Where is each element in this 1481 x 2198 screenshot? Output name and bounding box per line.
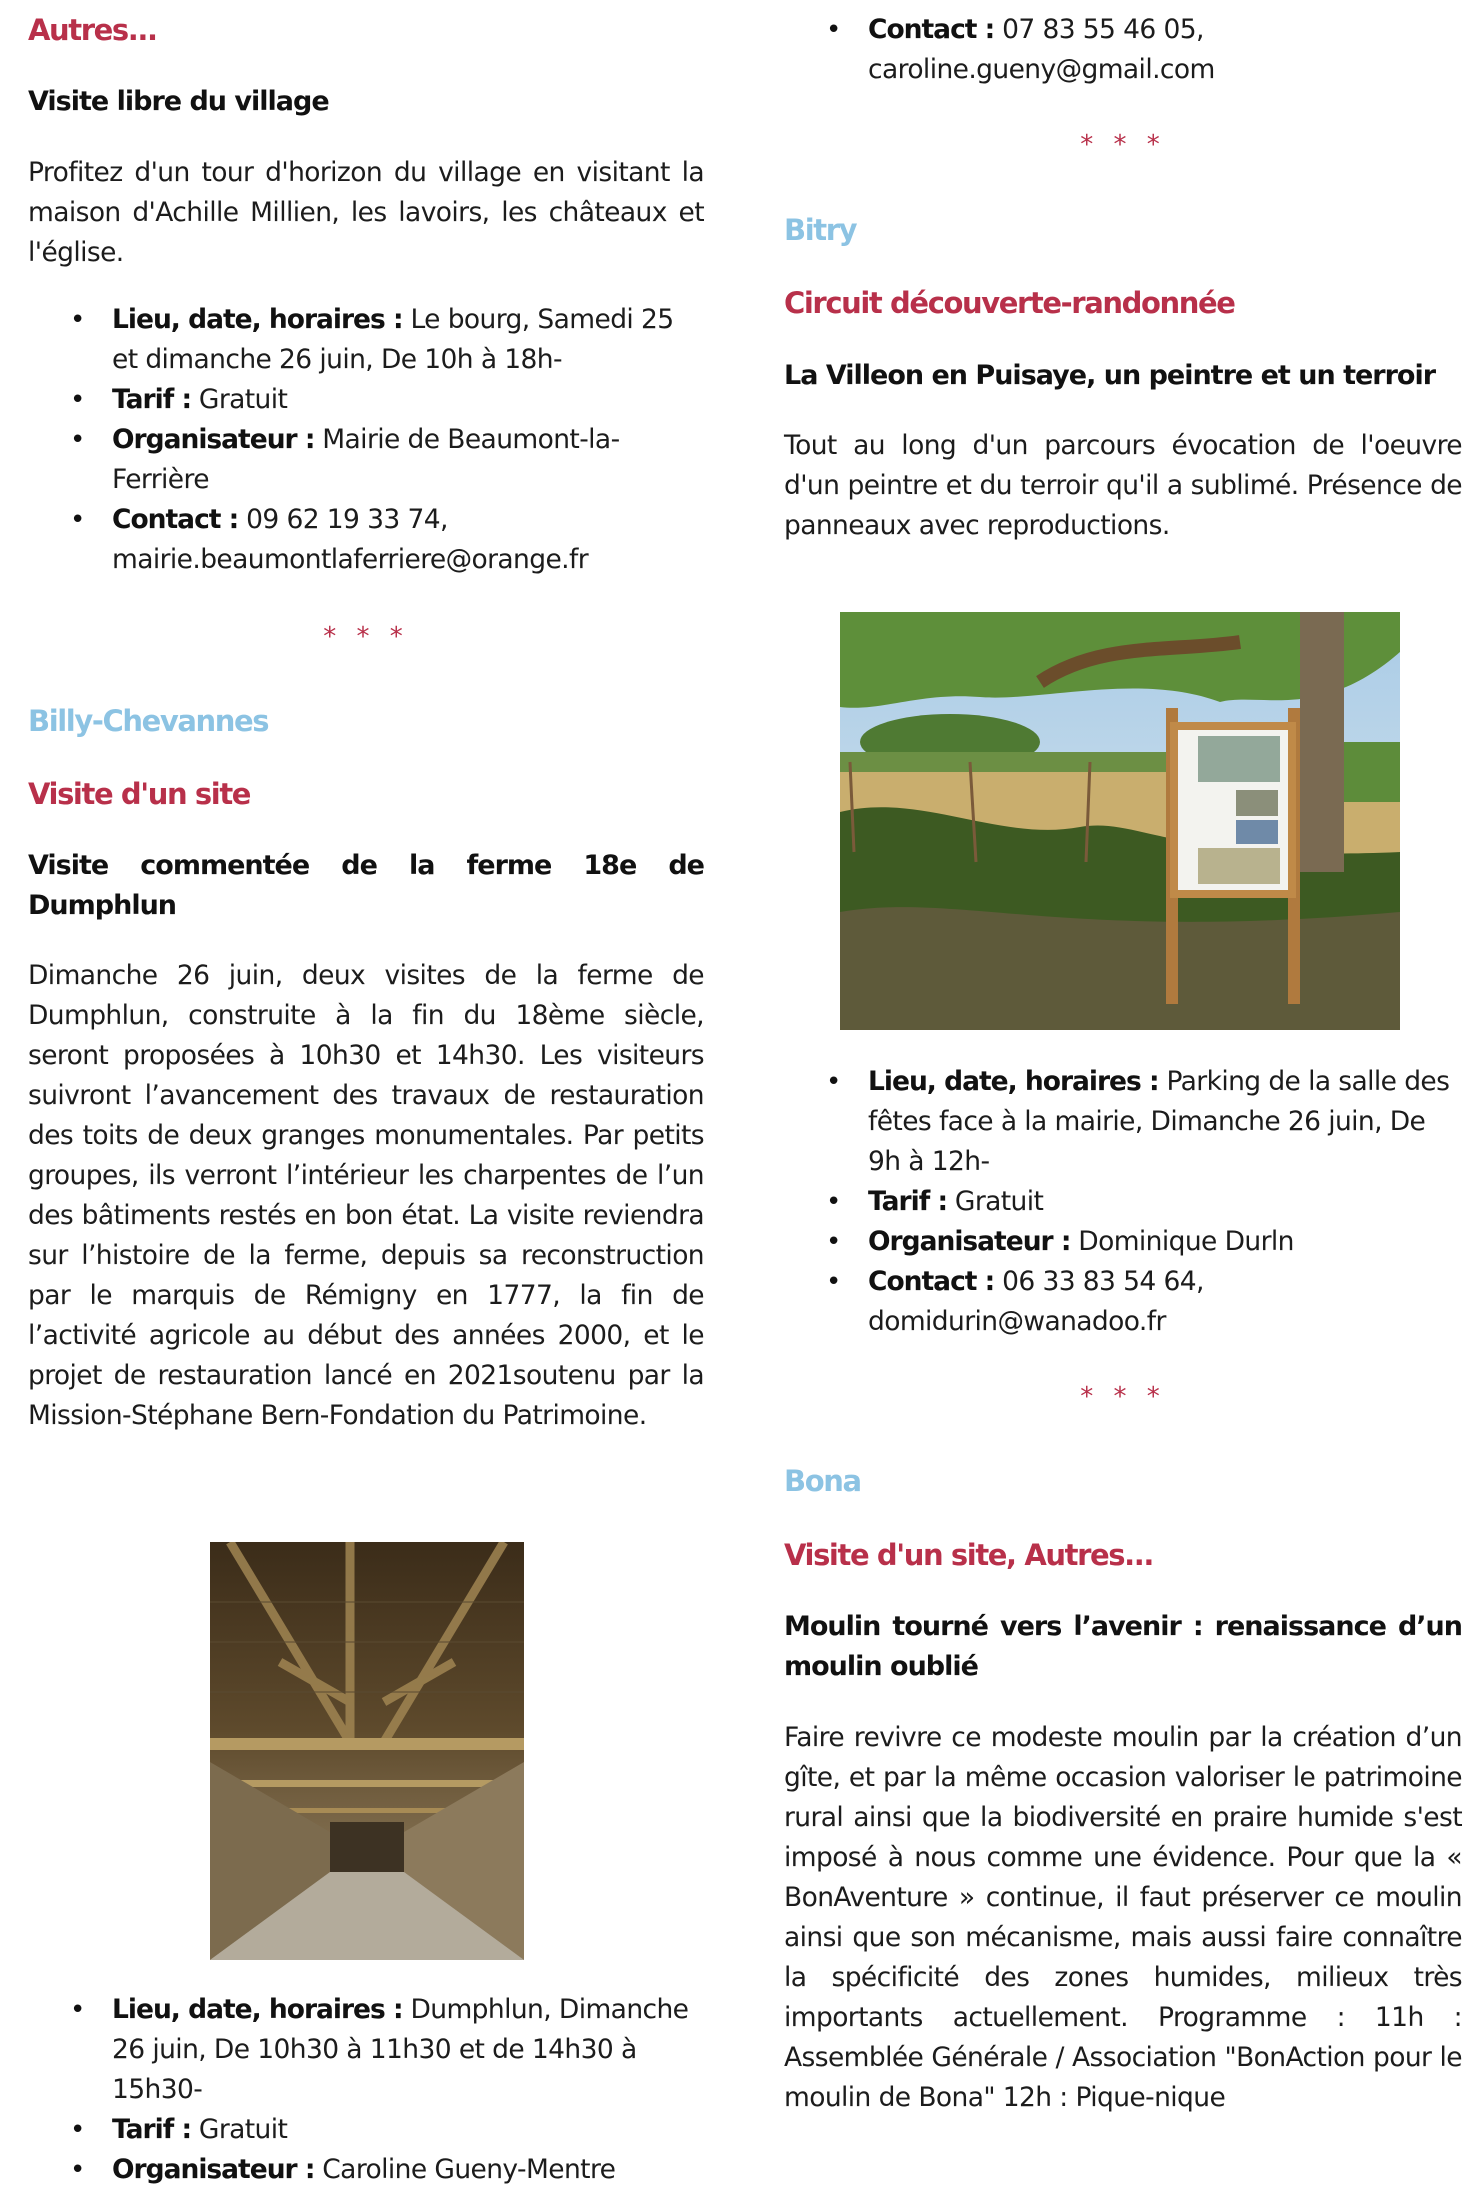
- event-description: Tout au long d'un parcours évocation de l'oeuvre d'un peintre et du terroir qu'il a sublimé. Présence de panneaux avec reproductions.: [784, 430, 1462, 541]
- event-info-list: [784, 10, 1462, 90]
- event-category: Circuit découverte-randonnée: [784, 286, 1235, 320]
- event-title: Visite commentée de la ferme 18e de Dumphlun: [28, 850, 704, 921]
- event-category: Visite d'un site, Autres...: [784, 1538, 1154, 1572]
- bullet-icon: •: [826, 1067, 841, 1097]
- event-title: Visite libre du village: [28, 86, 329, 117]
- info-item-price: • Tarif : Gratuit: [112, 380, 704, 420]
- bullet-icon: •: [826, 15, 841, 45]
- info-item-organizer: • Organisateur : Mairie de Beaumont-la-Ferrière: [112, 420, 704, 500]
- event-category: Autres...: [28, 13, 157, 47]
- trail-panel-photo: [840, 612, 1400, 1030]
- event-category: Visite d'un site: [28, 777, 251, 811]
- event-description: Dimanche 26 juin, deux visites de la ferme de Dumphlun, construite à la fin du 18ème siècle, seront proposées à 10h30 et 14h30. Les visiteurs suivront l’avancement des travaux de restauration des toits de deux granges monumentales. Par petits groupes, ils verront l’intérieur les charpentes de l’un des bâtiments restés en bon état. La visite reviendra sur l’histoire de la ferme, depuis sa reconstruction par le marquis de Rémigny en 1777, la fin de l’activité agricole au début des années 2000, et le projet de restauration lancé en 2021soutenu par la Mission-Stéphane Bern-Fondation du Patrimoine.: [28, 960, 704, 1431]
- event-info-list: [28, 1990, 704, 2190]
- city-heading: Bona: [784, 1464, 861, 1498]
- event-title: La Villeon en Puisaye, un peintre et un terroir: [784, 360, 1436, 391]
- bullet-icon: •: [70, 1995, 85, 2025]
- countryside-panel-image: [840, 612, 1400, 1030]
- info-item-contact: • Contact : 09 62 19 33 74, mairie.beaumontlaferriere@orange.fr: [112, 500, 704, 580]
- bullet-icon: •: [70, 2155, 85, 2185]
- event-description: Profitez d'un tour d'horizon du village en visitant la maison d'Achille Millien, les lavoirs, les châteaux et l'église.: [28, 157, 704, 268]
- event-title: Moulin tourné vers l’avenir : renaissance d’un moulin oublié: [784, 1611, 1462, 1682]
- section-separator: * * *: [1080, 130, 1166, 160]
- info-item-location: • Lieu, date, horaires : Parking de la salle des fêtes face à la mairie, Dimanche 26 juin, De 9h à 12h-: [868, 1062, 1462, 1182]
- city-heading: Bitry: [784, 213, 857, 247]
- bullet-icon: •: [826, 1267, 841, 1297]
- info-item-contact: • Contact : 07 83 55 46 05, caroline.gueny@gmail.com: [868, 10, 1462, 90]
- bullet-icon: •: [70, 505, 85, 535]
- event-info-list: [784, 1062, 1462, 1342]
- info-item-price: • Tarif : Gratuit: [868, 1182, 1462, 1222]
- info-item-contact: • Contact : 06 33 83 54 64, domidurin@wanadoo.fr: [868, 1262, 1462, 1342]
- bullet-icon: •: [826, 1187, 841, 1217]
- event-info-list: [28, 300, 704, 580]
- bullet-icon: •: [70, 2115, 85, 2145]
- bullet-icon: •: [826, 1227, 841, 1257]
- section-separator: * * *: [323, 622, 409, 652]
- bullet-icon: •: [70, 425, 85, 455]
- info-item-location: • Lieu, date, horaires : Le bourg, Samedi 25 et dimanche 26 juin, De 10h à 18h-: [112, 300, 704, 380]
- city-heading: Billy-Chevannes: [28, 704, 269, 738]
- info-item-organizer: • Organisateur : Caroline Gueny-Mentre: [112, 2150, 704, 2190]
- info-item-price: • Tarif : Gratuit: [112, 2110, 704, 2150]
- info-item-location: • Lieu, date, horaires : Dumphlun, Dimanche 26 juin, De 10h30 à 11h30 et de 14h30 à 15h30-: [112, 1990, 704, 2110]
- barn-roof-image: [210, 1542, 524, 1960]
- barn-interior-photo: [210, 1542, 524, 1960]
- section-separator: * * *: [1080, 1382, 1166, 1412]
- event-description: Faire revivre ce modeste moulin par la création d’un gîte, et par la même occasion valoriser le patrimoine rural ainsi que la biodiversité en praire humide s'est imposé à nous comme une évidence. Pour que la « BonAventure » continue, il faut préserver ce moulin ainsi que son mécanisme, mais aussi faire connaître la spécificité des zones humides, milieux très importants actuellement. Programme : 11h : Assemblée Générale / Association "BonAction pour le moulin de Bona" 12h : Pique-nique: [784, 1722, 1462, 2113]
- bullet-icon: •: [70, 385, 85, 415]
- bullet-icon: •: [70, 305, 85, 335]
- info-item-organizer: • Organisateur : Dominique Durln: [868, 1222, 1462, 1262]
